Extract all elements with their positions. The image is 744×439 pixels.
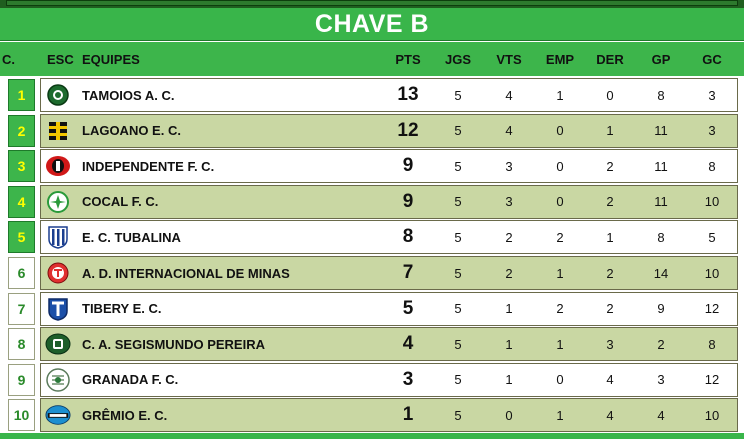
stat-emp: 1 <box>556 87 564 103</box>
stat-pts: 5 <box>402 297 414 319</box>
team-name: GRÊMIO E. C. <box>82 407 168 423</box>
team-name: A. D. INTERNACIONAL DE MINAS <box>82 265 290 281</box>
segismundo-crest-icon <box>45 332 71 356</box>
team-name: TAMOIOS A. C. <box>82 87 175 103</box>
stat-vts: 2 <box>505 229 513 245</box>
stat-pts: 13 <box>397 84 419 105</box>
stat-der: 1 <box>606 229 614 245</box>
team-name: INDEPENDENTE F. C. <box>82 158 215 174</box>
position-number: 9 <box>8 364 35 396</box>
stat-emp: 0 <box>556 194 564 210</box>
header-points: PTS <box>395 51 421 67</box>
tamoios-crest-icon <box>45 83 71 107</box>
stat-jgs: 5 <box>454 229 462 245</box>
table-row <box>0 219 744 255</box>
stat-emp: 2 <box>556 229 564 245</box>
stat-vts: 0 <box>505 407 513 423</box>
stat-vts: 1 <box>505 336 513 352</box>
granada-crest-icon <box>45 368 71 392</box>
lagoano-crest-icon <box>45 119 71 143</box>
stat-gc: 3 <box>708 123 716 139</box>
stat-der: 2 <box>606 158 614 174</box>
stat-emp: 1 <box>556 336 564 352</box>
stat-jgs: 5 <box>454 194 462 210</box>
stat-emp: 2 <box>556 301 564 317</box>
stat-der: 1 <box>606 123 614 139</box>
group-title-bar <box>0 8 744 41</box>
stat-jgs: 5 <box>454 123 462 139</box>
table-row <box>0 326 744 362</box>
stat-der: 2 <box>606 301 614 317</box>
position-number: 2 <box>8 115 35 147</box>
stat-vts: 4 <box>505 123 513 139</box>
stat-pts: 8 <box>402 226 414 248</box>
stat-pts: 3 <box>402 368 414 390</box>
stat-gc: 12 <box>704 372 720 388</box>
stat-vts: 2 <box>505 265 513 281</box>
header-position: C. <box>2 51 15 67</box>
header-draws: EMP <box>545 51 575 67</box>
stat-jgs: 5 <box>454 87 462 103</box>
internacional-crest-icon <box>45 261 71 285</box>
position-number: 5 <box>8 221 35 253</box>
stat-emp: 1 <box>556 265 564 281</box>
stat-emp: 0 <box>556 158 564 174</box>
header-team: EQUIPES <box>82 51 140 67</box>
table-row <box>0 148 744 184</box>
header-crest: ESC <box>47 51 74 67</box>
stat-gc: 10 <box>704 407 720 423</box>
stat-jgs: 5 <box>454 158 462 174</box>
table-row <box>0 255 744 291</box>
stat-pts: 9 <box>402 155 414 177</box>
stat-jgs: 5 <box>454 301 462 317</box>
stat-emp: 1 <box>556 407 564 423</box>
table-row <box>0 77 744 113</box>
group-title: CHAVE B <box>314 9 430 38</box>
stat-gp: 3 <box>657 372 665 388</box>
stat-der: 3 <box>606 336 614 352</box>
header-goals-against: GC <box>702 51 722 67</box>
stat-gc: 8 <box>708 336 716 352</box>
team-name: C. A. SEGISMUNDO PEREIRA <box>82 336 265 352</box>
stat-vts: 1 <box>505 301 513 317</box>
stat-gp: 2 <box>657 336 665 352</box>
team-name: COCAL F. C. <box>82 194 159 210</box>
stat-der: 2 <box>606 194 614 210</box>
position-number: 4 <box>8 186 35 218</box>
table-header <box>0 42 744 76</box>
position-number: 1 <box>8 79 35 111</box>
stat-jgs: 5 <box>454 265 462 281</box>
stat-gp: 14 <box>653 265 669 281</box>
stat-pts: 4 <box>402 333 414 355</box>
table-row <box>0 184 744 220</box>
stat-der: 2 <box>606 265 614 281</box>
stat-gp: 4 <box>657 407 665 423</box>
stat-gp: 11 <box>654 158 668 174</box>
table-row <box>0 113 744 149</box>
gremio-crest-icon <box>45 403 71 427</box>
stat-gc: 12 <box>704 301 720 317</box>
position-number: 3 <box>8 150 35 182</box>
team-name: LAGOANO E. C. <box>82 123 181 139</box>
cocal-crest-icon <box>45 190 71 214</box>
stat-der: 0 <box>606 87 614 103</box>
stat-emp: 0 <box>556 372 564 388</box>
stat-gc: 5 <box>708 229 716 245</box>
bottom-strip <box>0 433 744 439</box>
stat-emp: 0 <box>556 123 564 139</box>
header-games: JGS <box>444 51 471 67</box>
stat-der: 4 <box>606 372 614 388</box>
stat-vts: 4 <box>505 87 513 103</box>
stat-gc: 10 <box>704 265 720 281</box>
stat-gc: 10 <box>704 194 720 210</box>
stat-vts: 1 <box>505 372 513 388</box>
stat-gp: 8 <box>657 229 665 245</box>
header-goals-for: GP <box>651 51 671 67</box>
stat-jgs: 5 <box>454 407 462 423</box>
stat-vts: 3 <box>505 194 513 210</box>
table-row <box>0 291 744 327</box>
stat-pts: 1 <box>402 404 414 426</box>
header-losses: DER <box>596 51 624 67</box>
position-number: 8 <box>8 328 35 360</box>
stat-der: 4 <box>606 407 614 423</box>
team-name: GRANADA F. C. <box>82 372 179 388</box>
tubalina-crest-icon <box>45 225 71 249</box>
position-number: 7 <box>8 293 35 325</box>
stat-jgs: 5 <box>454 336 462 352</box>
header-wins: VTS <box>496 51 522 67</box>
stat-gc: 8 <box>708 158 716 174</box>
team-name: TIBERY E. C. <box>82 301 162 317</box>
position-number: 6 <box>8 257 35 289</box>
stat-gp: 11 <box>654 123 668 139</box>
table-row <box>0 362 744 398</box>
stat-gc: 3 <box>708 87 716 103</box>
stat-vts: 3 <box>505 158 513 174</box>
stat-gp: 9 <box>657 301 665 317</box>
stat-jgs: 5 <box>454 372 462 388</box>
stat-gp: 11 <box>654 194 668 210</box>
tibery-crest-icon <box>45 297 71 321</box>
independente-crest-icon <box>45 154 71 178</box>
table-row <box>0 397 744 433</box>
top-strip <box>0 0 744 8</box>
stat-pts: 9 <box>402 190 414 212</box>
stat-pts: 12 <box>397 119 419 141</box>
stat-gp: 8 <box>657 87 665 103</box>
team-name: E. C. TUBALINA <box>82 229 181 245</box>
position-number: 10 <box>8 399 35 431</box>
stat-pts: 7 <box>402 262 414 283</box>
